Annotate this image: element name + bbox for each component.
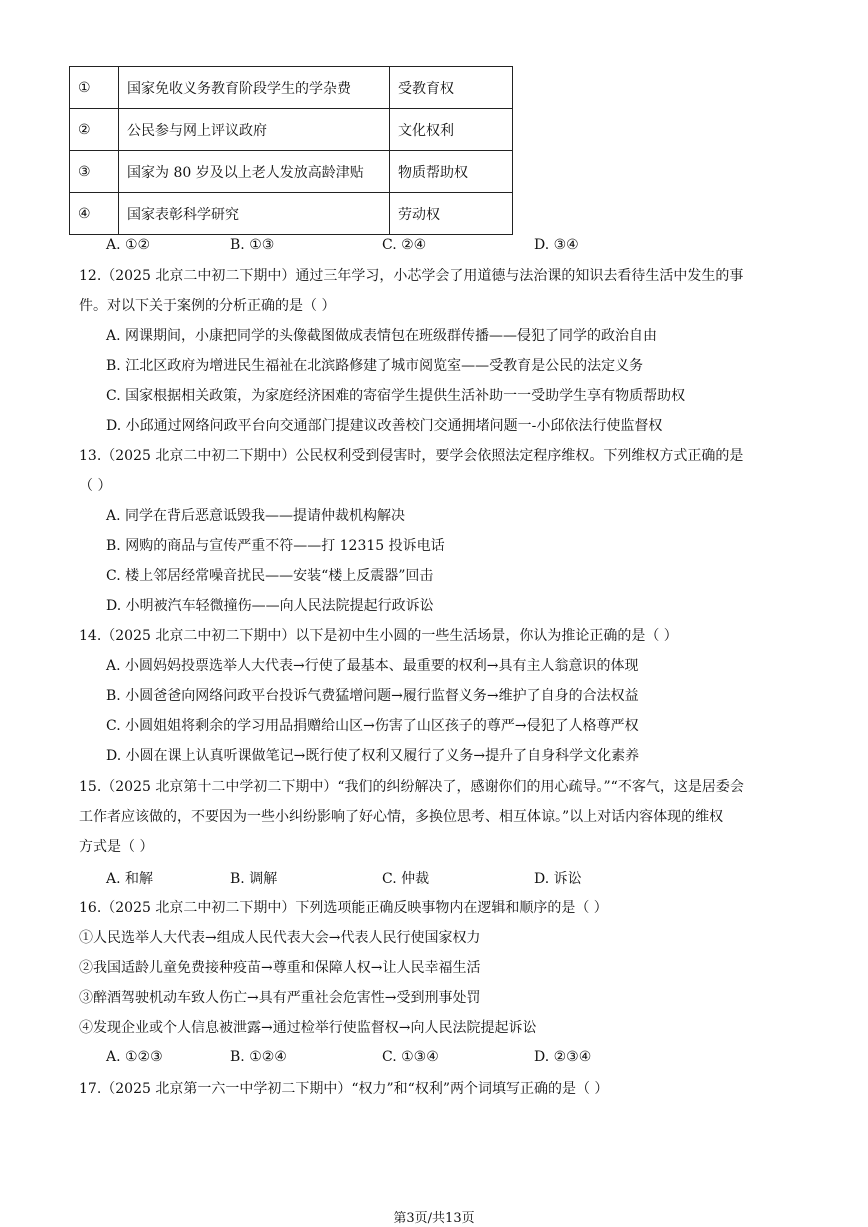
option-a: A. ①② xyxy=(106,237,151,253)
rights-table xyxy=(69,66,513,235)
row-number: ② xyxy=(70,109,119,151)
q13-stem-line1: 13.（2025 北京二中初二下期中）公民权利受到侵害时，要学会依照法定程序维权。下列维权方式正确的是 xyxy=(79,448,744,464)
q12-option-c: C. 国家根据相关政策，为家庭经济困难的寄宿学生提供生活补助一一受助学生享有物质帮助权 xyxy=(106,388,686,404)
row-number: ③ xyxy=(70,151,119,193)
option-a: A. 和解 xyxy=(106,871,154,887)
q14-option-d: D. 小圆在课上认真听课做笔记→既行使了权利又履行了义务→提升了自身科学文化素养 xyxy=(106,748,640,764)
q16-item-3: ③醉酒驾驶机动车致人伤亡→具有严重社会危害性→受到刑事处罚 xyxy=(79,990,481,1006)
q14-stem-line1: 14.（2025 北京二中初二下期中）以下是初中生小圆的一些生活场景，你认为推论正确的是（ ） xyxy=(79,628,678,644)
table-row xyxy=(70,67,513,109)
q17-stem-line1: 17.（2025 北京第一六一中学初二下期中）“权力”和“权利”两个词填写正确的是（ ） xyxy=(79,1081,609,1097)
option-b: B. 调解 xyxy=(230,871,278,887)
row-event: 国家免收义务教育阶段学生的学杂费 xyxy=(119,67,390,109)
q16-stem-line1: 16.（2025 北京二中初二下期中）下列选项能正确反映事物内在逻辑和顺序的是（ ） xyxy=(79,900,608,916)
option-c: C. ②④ xyxy=(382,237,427,253)
row-right: 文化权利 xyxy=(390,109,513,151)
table-row xyxy=(70,151,513,193)
q15-stem-line1: 15.（2025 北京第十二中学初二下期中）“我们的纠纷解决了，感谢你们的用心疏导。”“不客气，这是居委会 xyxy=(79,779,744,795)
q13-option-c: C. 楼上邻居经常噪音扰民——安装“楼上反震器”回击 xyxy=(106,568,434,584)
option-d: D. 诉讼 xyxy=(534,871,582,887)
option-c: C. 仲裁 xyxy=(382,871,430,887)
q15-stem-line3: 方式是（ ） xyxy=(79,839,154,855)
q13-option-b: B. 网购的商品与宣传严重不符——打 12315 投诉电话 xyxy=(106,538,445,554)
q14-option-c: C. 小圆姐姐将剩余的学习用品捐赠给山区→伤害了山区孩子的尊严→侵犯了人格尊严权 xyxy=(106,718,639,734)
row-number: ① xyxy=(70,67,119,109)
q12-stem-line1: 12.（2025 北京二中初二下期中）通过三年学习，小芯学会了用道德与法治课的知识去看待生活中发生的事 xyxy=(79,268,744,284)
option-d: D. ③④ xyxy=(534,237,579,253)
q14-option-b: B. 小圆爸爸向网络问政平台投诉气费猛增问题→履行监督义务→维护了自身的合法权益 xyxy=(106,688,639,704)
row-right: 受教育权 xyxy=(390,67,513,109)
q13-option-d: D. 小明被汽车轻微撞伤——向人民法院提起行政诉讼 xyxy=(106,598,434,614)
q15-stem-line2: 工作者应该做的，不要因为一些小纠纷影响了好心情，多换位思考、相互体谅。”以上对话内容体现的维权 xyxy=(79,809,724,825)
option-b: B. ①②④ xyxy=(230,1049,287,1065)
q14-option-a: A. 小圆妈妈投票选举人大代表→行使了最基本、最重要的权利→具有主人翁意识的体现 xyxy=(106,658,639,674)
q13-option-a: A. 同学在背后恶意诋毁我——提请仲裁机构解决 xyxy=(106,508,406,524)
row-number: ④ xyxy=(70,193,119,235)
option-c: C. ①③④ xyxy=(382,1049,439,1065)
q16-item-2: ②我国适龄儿童免费接种疫苗→尊重和保障人权→让人民幸福生活 xyxy=(79,960,481,976)
table-row xyxy=(70,193,513,235)
row-right: 劳动权 xyxy=(390,193,513,235)
option-a: A. ①②③ xyxy=(106,1049,163,1065)
q16-item-1: ①人民选举人大代表→组成人民代表大会→代表人民行使国家权力 xyxy=(79,930,481,946)
row-right: 物质帮助权 xyxy=(390,151,513,193)
q12-option-a: A. 网课期间，小康把同学的头像截图做成表情包在班级群传播——侵犯了同学的政治自由 xyxy=(106,328,658,344)
option-d: D. ②③④ xyxy=(534,1049,592,1065)
option-b: B. ①③ xyxy=(230,237,275,253)
row-event: 国家表彰科学研究 xyxy=(119,193,390,235)
page-footer: 第3页/共13页 xyxy=(393,1211,475,1226)
q16-item-4: ④发现企业或个人信息被泄露→通过检举行使监督权→向人民法院提起诉讼 xyxy=(79,1020,537,1036)
q13-stem-line2: （ ） xyxy=(79,478,112,494)
q12-stem-line2: 件。对以下关于案例的分析正确的是（ ） xyxy=(79,298,336,314)
table-row xyxy=(70,109,513,151)
row-event: 公民参与网上评议政府 xyxy=(119,109,390,151)
q12-option-b: B. 江北区政府为增进民生福祉在北滨路修建了城市阅览室——受教育是公民的法定义务 xyxy=(106,358,644,374)
row-event: 国家为 80 岁及以上老人发放高龄津贴 xyxy=(119,151,390,193)
q12-option-d: D. 小邱通过网络问政平台向交通部门提建议改善校门交通拥堵问题一-小邱依法行使监督权 xyxy=(106,418,663,434)
